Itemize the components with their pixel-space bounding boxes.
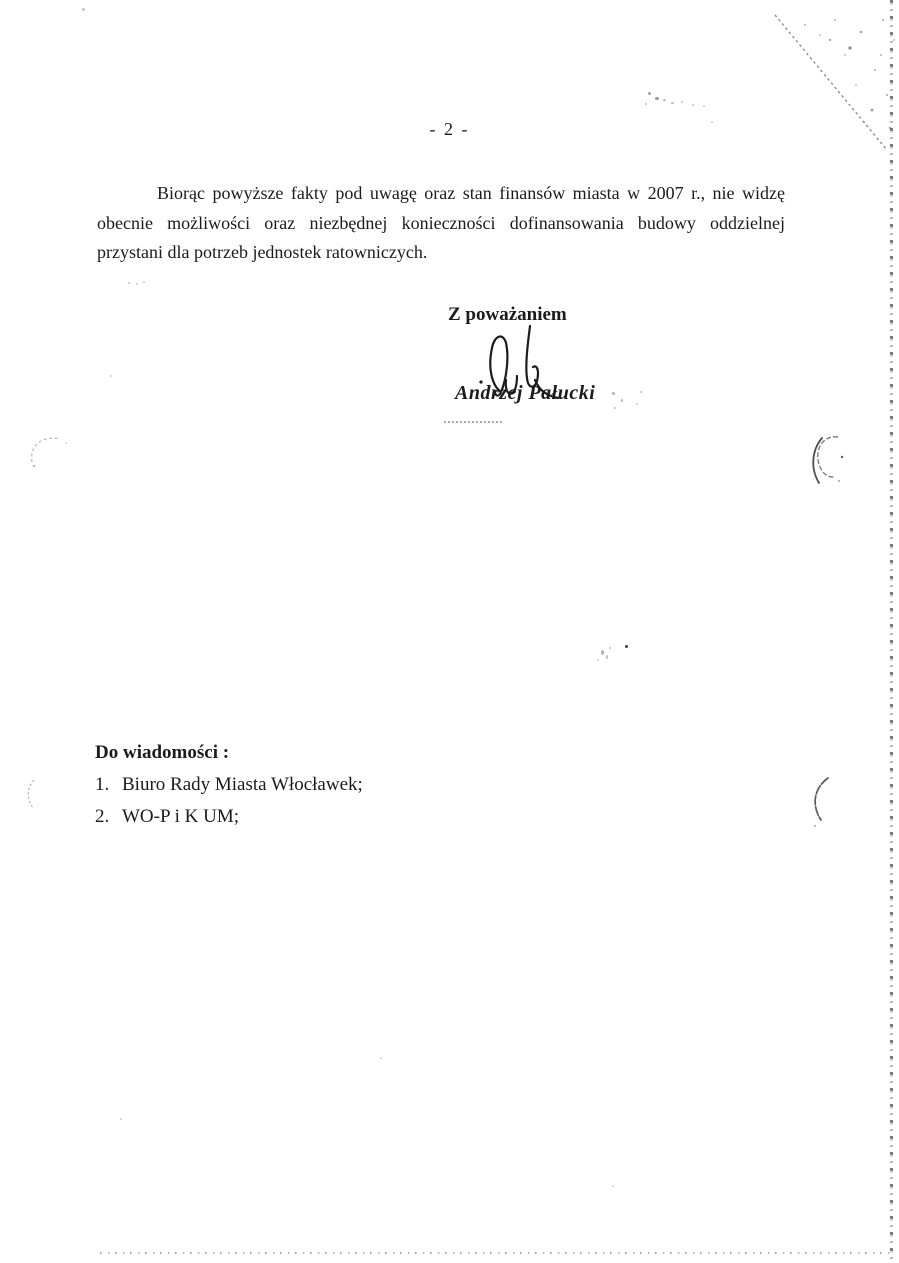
page-number: - 2 -	[429, 119, 470, 139]
item-number: 1.	[95, 774, 110, 795]
scan-speckle	[681, 101, 683, 103]
punch-mark-left-upper	[25, 430, 73, 476]
signer-name: Andrzej Pałucki	[455, 382, 596, 404]
right-edge-scan-line	[890, 0, 893, 1263]
scan-speckle	[621, 399, 623, 402]
scan-speckle	[648, 92, 651, 95]
item-number: 2.	[95, 806, 110, 827]
punch-mark-right-lower	[806, 774, 836, 828]
scan-speckle	[82, 8, 85, 11]
scan-speckle	[110, 375, 112, 377]
scan-speckle	[671, 102, 674, 104]
scan-speckle	[703, 105, 705, 107]
scan-speckle	[128, 282, 130, 284]
scan-speckle	[625, 645, 628, 648]
closing-phrase: Z poważaniem	[448, 304, 567, 325]
scan-speckle	[609, 647, 611, 649]
scan-speckle	[606, 655, 608, 659]
distribution-item	[95, 774, 363, 796]
scan-speckle	[645, 103, 647, 105]
distribution-item	[95, 806, 239, 828]
paragraph-line: Biorąc powyższe fakty pod uwagę oraz stan finansów miasta w 2007 r., nie widzę	[157, 183, 785, 203]
punch-mark-left-lower	[24, 778, 40, 810]
item-text: Biuro Rady Miasta Włocławek;	[122, 774, 363, 795]
scan-speckle	[612, 1185, 614, 1187]
punch-mark-right-upper	[808, 432, 858, 490]
scan-speckle	[601, 650, 604, 655]
scan-speckle	[614, 407, 616, 409]
scan-speckle	[663, 99, 666, 101]
scan-speckle	[143, 281, 145, 283]
scan-speckle	[692, 104, 694, 106]
paragraph-line: przystani dla potrzeb jednostek ratowniczych.	[97, 242, 428, 262]
scan-speckle	[655, 97, 659, 100]
item-text: WO-P i K UM;	[122, 806, 239, 827]
scan-speckle	[597, 659, 599, 661]
scan-speckle	[136, 283, 138, 285]
scan-dotted-underline	[444, 421, 502, 423]
scan-speckle	[380, 1057, 382, 1059]
distribution-heading: Do wiadomości :	[95, 742, 230, 763]
scan-speckle	[640, 391, 642, 393]
scan-speckle	[120, 1118, 122, 1120]
bottom-scan-dots	[100, 1252, 894, 1254]
scan-speckle	[612, 392, 615, 395]
scan-speckle	[636, 403, 638, 405]
paragraph-line: obecnie możliwości oraz niezbędnej konieczności dofinansowania budowy oddzielnej	[97, 212, 785, 233]
body-paragraph	[97, 179, 785, 268]
